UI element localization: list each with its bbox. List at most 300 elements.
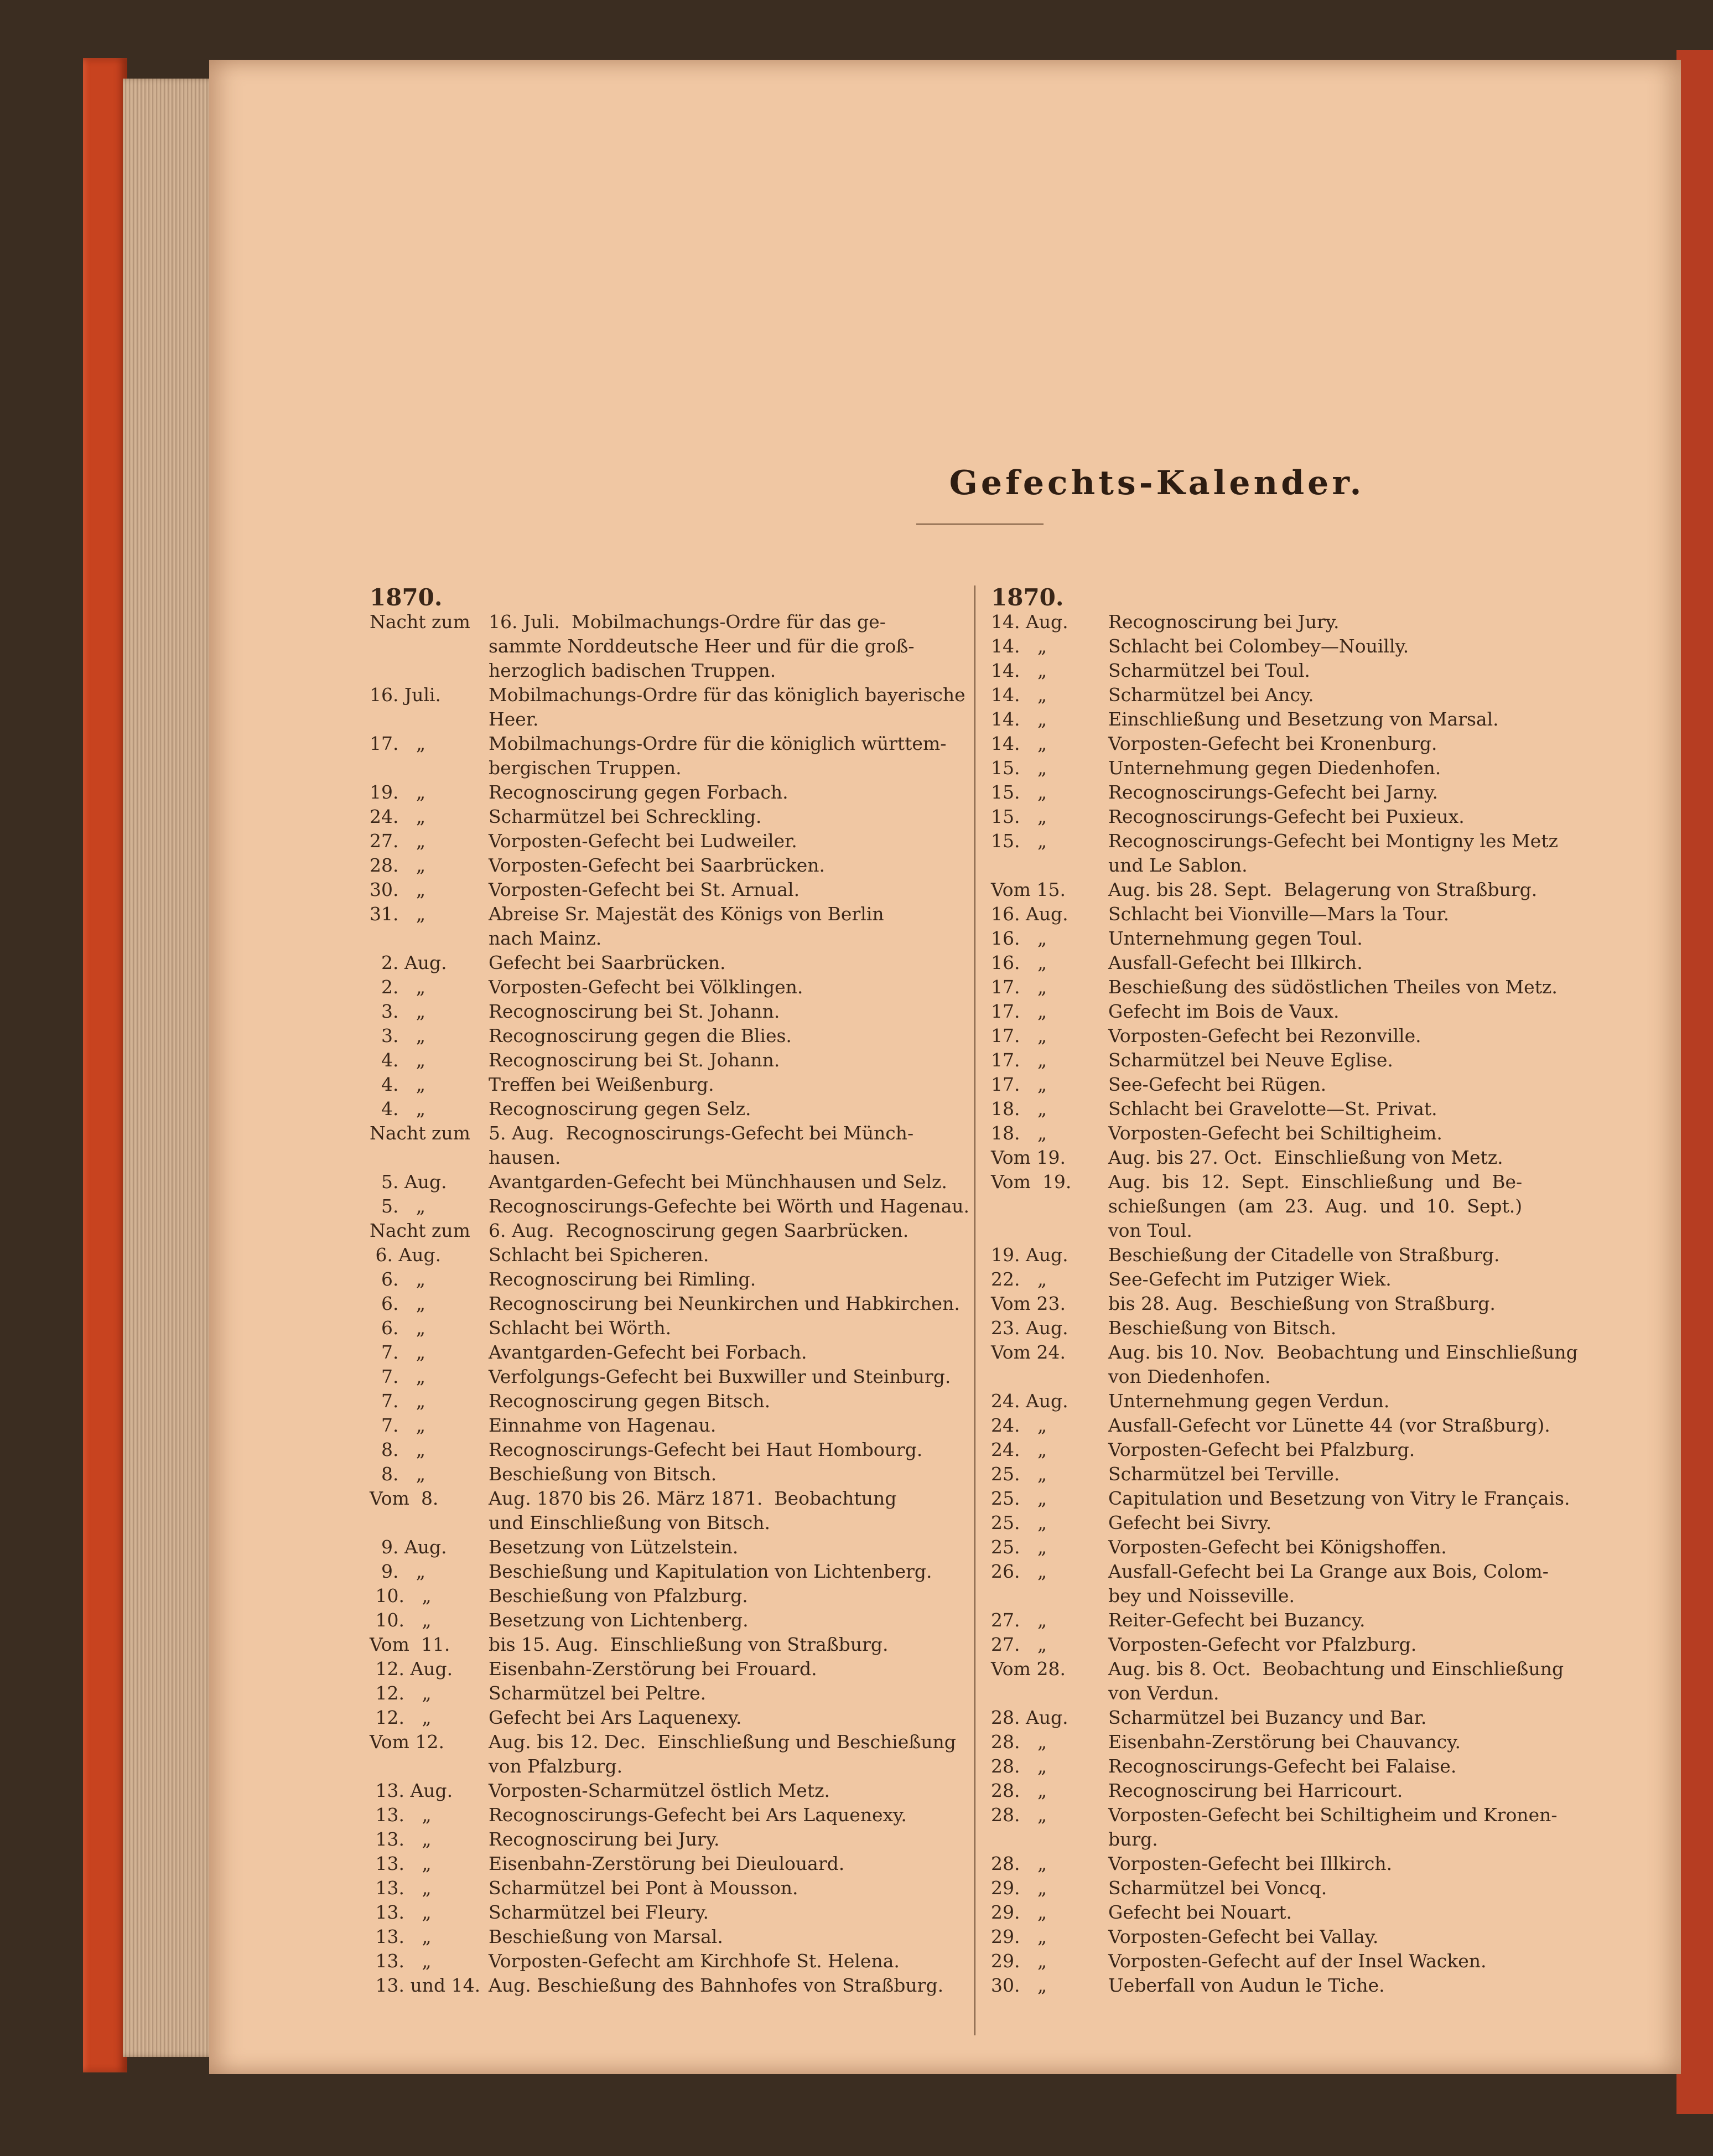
entry-text: Aug. bis 8. Oct. Beobachtung und Einschließung: [1108, 1658, 1564, 1680]
entry-text: von Verdun.: [1108, 1682, 1219, 1704]
calendar-entry-line: [991, 1754, 1627, 1779]
entry-date: Nacht zum: [370, 1122, 470, 1144]
calendar-entry-line: [991, 1413, 1627, 1438]
entry-text: herzoglich badischen Truppen.: [489, 660, 776, 681]
calendar-entry-line: [991, 1194, 1627, 1219]
entry-date: [991, 1827, 1108, 1852]
entry-date: 13. „: [370, 1950, 432, 1972]
calendar-entry-line: [370, 1365, 956, 1389]
entry-text: Unternehmung gegen Toul.: [1108, 927, 1363, 949]
entry-text: bey und Noisseville.: [1108, 1585, 1295, 1606]
calendar-entry-line: [370, 756, 956, 780]
page-edges: [123, 79, 217, 2057]
entry-date: 28. „: [991, 1755, 1047, 1777]
entry-text: Recognoscirung gegen Selz.: [489, 1098, 751, 1120]
calendar-entry-line: [991, 1973, 1627, 1998]
calendar-entry-line: [370, 780, 956, 805]
calendar-entry-line: [370, 1219, 956, 1243]
entry-text: Recognoscirungs-Gefecht bei Ars Laquenexy.: [489, 1804, 907, 1826]
entry-text: und Einschließung von Bitsch.: [489, 1512, 770, 1533]
entry-text: Recognoscirungs-Gefecht bei Jarny.: [1108, 781, 1438, 803]
calendar-entry-line: [370, 1292, 960, 1316]
entry-date: Vom 19.: [991, 1171, 1072, 1193]
entry-text: Aug. Beschießung des Bahnhofes von Straßburg.: [489, 1974, 944, 1996]
book-page: [209, 60, 1681, 2074]
calendar-entry-line: [991, 902, 1627, 926]
entry-text: Aug. bis 10. Nov. Beobachtung und Einschließung: [1108, 1341, 1578, 1363]
entry-text: Beschießung des südöstlichen Theiles von Metz.: [1108, 976, 1558, 998]
entry-date: 24. „: [991, 1414, 1047, 1436]
calendar-entry-line: [991, 634, 1627, 659]
entry-text: 16. Juli. Mobilmachungs-Ordre für das ge-: [489, 611, 886, 633]
entry-date: 19. Aug.: [991, 1244, 1068, 1266]
entry-date: 7. „: [370, 1366, 426, 1387]
entry-text: 5. Aug. Recognoscirungs-Gefecht bei Münch-: [489, 1122, 914, 1144]
entry-text: und Le Sablon.: [1108, 854, 1248, 876]
calendar-entry-line: [370, 951, 956, 975]
entry-text: Eisenbahn-Zerstörung bei Chauvancy.: [1108, 1731, 1461, 1753]
entry-text: Schlacht bei Colombey—Nouilly.: [1108, 635, 1409, 657]
entry-date: 18. „: [991, 1098, 1047, 1120]
calendar-entry-line: [991, 1900, 1627, 1925]
calendar-entry-line: [370, 707, 956, 732]
entry-text: Recognoscirungs-Gefecht bei Falaise.: [1108, 1755, 1457, 1777]
calendar-entry-line: [991, 1170, 1627, 1194]
entry-text: Vorposten-Gefecht bei St. Arnual.: [489, 879, 800, 900]
entry-date: 4. „: [370, 1098, 426, 1120]
calendar-entry-line: [370, 1657, 956, 1681]
entry-date: 7. „: [370, 1390, 426, 1412]
entry-text: Beschießung und Kapitulation von Lichtenberg.: [489, 1561, 932, 1582]
entry-date: 6. Aug.: [370, 1244, 442, 1266]
entry-text: Aug. bis 28. Sept. Belagerung von Straßburg.: [1108, 879, 1538, 900]
calendar-entry-line: [991, 1706, 1627, 1730]
entry-date: 4. „: [370, 1049, 426, 1071]
entry-text: Recognoscirungs-Gefecht bei Puxieux.: [1108, 806, 1465, 827]
entry-date: 2. „: [370, 976, 426, 998]
calendar-entry-line: [991, 1584, 1627, 1608]
calendar-entry-line: [370, 1316, 956, 1340]
entry-date: [370, 926, 489, 951]
calendar-entry-line: [991, 756, 1627, 780]
calendar-entry-line: [370, 1559, 956, 1584]
calendar-entry-line: [991, 1730, 1627, 1754]
calendar-entry-line: [991, 1559, 1627, 1584]
calendar-entry-line: [991, 1462, 1627, 1486]
entry-date: 15. „: [991, 757, 1047, 779]
entry-date: 10. „: [370, 1609, 432, 1631]
entry-date: 28. „: [991, 1731, 1047, 1753]
entry-date: 13. Aug.: [370, 1780, 453, 1801]
entry-text: burg.: [1108, 1828, 1158, 1850]
entry-date: 16. Juli.: [370, 684, 442, 706]
entry-text: Gefecht bei Ars Laquenexy.: [489, 1707, 742, 1728]
book-cover-spine: [83, 58, 127, 2072]
right-year: 1870.: [991, 584, 1064, 611]
entry-date: 5. „: [370, 1195, 426, 1217]
entry-date: 14. „: [991, 684, 1047, 706]
entry-text: Ausfall-Gefecht bei Illkirch.: [1108, 952, 1363, 973]
entry-text: Recognoscirung bei St. Johann.: [489, 1049, 780, 1071]
entry-text: Recognoscirung gegen die Blies.: [489, 1025, 792, 1046]
calendar-entry-line: [370, 1097, 956, 1121]
calendar-entry-line: [991, 1511, 1627, 1535]
entry-text: Vorposten-Gefecht bei Königshoffen.: [1108, 1536, 1447, 1558]
calendar-entry-line: [991, 1657, 1627, 1681]
entry-date: 3. „: [370, 1025, 426, 1046]
entry-date: 13. „: [370, 1877, 432, 1899]
entry-text: Schlacht bei Vionville—Mars la Tour.: [1108, 903, 1450, 925]
entry-text: 6. Aug. Recognoscirung gegen Saarbrücken.: [489, 1220, 909, 1241]
entry-text: Vorposten-Gefecht bei Ludweiler.: [489, 830, 797, 852]
entry-text: Scharmützel bei Terville.: [1108, 1463, 1340, 1485]
calendar-entry-line: [991, 1292, 1627, 1316]
entry-date: [370, 707, 489, 732]
calendar-entry-line: [991, 1486, 1627, 1511]
calendar-entry-line: [370, 902, 956, 926]
entry-text: Vorposten-Gefecht bei Schiltigheim.: [1108, 1122, 1442, 1144]
entry-date: 17. „: [991, 1001, 1047, 1022]
entry-date: 27. „: [370, 830, 426, 852]
entry-text: Recognoscirungs-Gefecht bei Montigny les Metz: [1108, 830, 1558, 852]
entry-date: 7. „: [370, 1341, 426, 1363]
calendar-entry-line: [370, 1973, 956, 1998]
calendar-entry-line: [991, 975, 1627, 999]
entry-date: 27. „: [991, 1609, 1047, 1631]
entry-text: Besetzung von Lützelstein.: [489, 1536, 739, 1558]
calendar-entry-line: [991, 878, 1627, 902]
calendar-entry-line: [370, 1170, 956, 1194]
calendar-entry-line: [991, 1389, 1627, 1413]
entry-text: Ausfall-Gefecht vor Lünette 44 (vor Straßburg).: [1108, 1414, 1550, 1436]
calendar-entry-line: [370, 1024, 956, 1048]
entry-text: Beschießung von Marsal.: [489, 1926, 723, 1947]
entry-date: [991, 1681, 1108, 1706]
entry-text: von Toul.: [1108, 1220, 1192, 1241]
calendar-entry-line: [370, 1949, 956, 1973]
calendar-entry-line: [991, 683, 1627, 707]
entry-date: 18. „: [991, 1122, 1047, 1144]
calendar-entry-line: [991, 1146, 1627, 1170]
calendar-entry-line: [370, 878, 956, 902]
entry-text: Gefecht bei Saarbrücken.: [489, 952, 726, 973]
entry-date: Vom 11.: [370, 1634, 450, 1655]
entry-date: 17. „: [991, 976, 1047, 998]
entry-text: Aug. bis 27. Oct. Einschließung von Metz.: [1108, 1147, 1503, 1168]
calendar-entry-line: [370, 1632, 956, 1657]
entry-text: Vorposten-Gefecht vor Pfalzburg.: [1108, 1634, 1417, 1655]
entry-date: 14. „: [991, 660, 1047, 681]
entry-date: 24. „: [991, 1439, 1047, 1460]
entry-text: bis 28. Aug. Beschießung von Straßburg.: [1108, 1293, 1496, 1314]
entry-date: 28. „: [370, 854, 426, 876]
entry-text: Recognoscirung gegen Forbach.: [489, 781, 788, 803]
calendar-entry-line: [370, 853, 956, 878]
entry-text: See-Gefecht bei Rügen.: [1108, 1074, 1327, 1095]
entry-date: 6. „: [370, 1268, 426, 1290]
entry-text: Recognoscirung bei Harricourt.: [1108, 1780, 1403, 1801]
calendar-entry-line: [370, 1584, 956, 1608]
entry-text: Abreise Sr. Majestät des Königs von Berlin: [489, 903, 884, 925]
calendar-entry-line: [991, 926, 1627, 951]
entry-text: Vorposten-Gefecht bei Schiltigheim und Kronen-: [1108, 1804, 1558, 1826]
entry-date: 29. „: [991, 1877, 1047, 1899]
entry-text: Aug. 1870 bis 26. März 1871. Beobachtung: [489, 1488, 897, 1509]
calendar-entry-line: [991, 805, 1627, 829]
column-divider: [974, 585, 975, 2035]
entry-date: [991, 853, 1108, 878]
calendar-entry-line: [991, 1121, 1627, 1146]
calendar-entry-line: [370, 1706, 956, 1730]
entry-text: Recognoscirung bei Rimling.: [489, 1268, 756, 1290]
entry-text: Capitulation und Besetzung von Vitry le Français.: [1108, 1488, 1570, 1509]
calendar-entry-line: [370, 999, 956, 1024]
calendar-entry-line: [991, 1219, 1627, 1243]
calendar-entry-line: [370, 805, 956, 829]
calendar-entry-line: [370, 1803, 956, 1827]
entry-date: 7. „: [370, 1414, 426, 1436]
entry-text: Eisenbahn-Zerstörung bei Dieulouard.: [489, 1853, 845, 1874]
entry-text: Schlacht bei Gravelotte—St. Privat.: [1108, 1098, 1437, 1120]
title-rule: [916, 524, 1044, 525]
entry-date: Vom 15.: [991, 879, 1066, 900]
left-column: [370, 584, 970, 1998]
entry-date: 12. „: [370, 1707, 432, 1728]
entry-date: 16. Aug.: [991, 903, 1068, 925]
calendar-entry-line: [991, 1365, 1627, 1389]
entry-text: nach Mainz.: [489, 927, 602, 949]
calendar-entry-line: [991, 707, 1627, 732]
page-title: Gefechts-Kalender.: [949, 464, 1365, 502]
entry-text: Scharmützel bei Pont à Mousson.: [489, 1877, 798, 1899]
entry-date: 14. „: [991, 733, 1047, 754]
entry-text: Schlacht bei Spicheren.: [489, 1244, 709, 1266]
entry-text: Vorposten-Gefecht am Kirchhofe St. Helena.: [489, 1950, 900, 1972]
calendar-entry-line: [370, 1462, 956, 1486]
calendar-entry-line: [370, 1438, 956, 1462]
entry-text: Besetzung von Lichtenberg.: [489, 1609, 749, 1631]
entry-text: Scharmützel bei Neuve Eglise.: [1108, 1049, 1393, 1071]
entry-text: See-Gefecht im Putziger Wiek.: [1108, 1268, 1392, 1290]
entry-text: Scharmützel bei Schreckling.: [489, 806, 762, 827]
calendar-entry-line: [991, 1316, 1627, 1340]
entry-date: 16. „: [991, 927, 1047, 949]
entry-date: 19. „: [370, 781, 426, 803]
entry-date: 13. „: [370, 1853, 432, 1874]
calendar-entry-line: [370, 1754, 956, 1779]
entry-date: 26. „: [991, 1561, 1047, 1582]
calendar-entry-line: [370, 683, 965, 707]
calendar-entry-line: [370, 659, 956, 683]
entry-date: 6. „: [370, 1293, 426, 1314]
entry-text: Recognoscirungs-Gefechte bei Wörth und Hagenau.: [489, 1195, 970, 1217]
entry-date: 13. „: [370, 1926, 432, 1947]
calendar-entry-line: [370, 732, 956, 756]
calendar-entry-line: [370, 634, 956, 659]
calendar-entry-line: [370, 1511, 956, 1535]
calendar-entry-line: [370, 1730, 956, 1754]
entry-text: Mobilmachungs-Ordre für das königlich bayerische: [489, 684, 965, 706]
calendar-entry-line: [370, 1048, 956, 1072]
calendar-entry-line: [991, 1535, 1627, 1559]
calendar-entry-line: [991, 1876, 1627, 1900]
entry-date: [991, 1365, 1108, 1389]
calendar-entry-line: [991, 1024, 1627, 1048]
entry-text: Recognoscirungs-Gefecht bei Haut Hombourg.: [489, 1439, 923, 1460]
calendar-entry-line: [370, 1535, 956, 1559]
entry-text: Vorposten-Scharmützel östlich Metz.: [489, 1780, 830, 1801]
entry-text: Avantgarden-Gefecht bei Münchhausen und Selz.: [489, 1171, 947, 1193]
calendar-entry-line: [370, 1389, 956, 1413]
entry-date: [370, 756, 489, 780]
entry-date: Vom 23.: [991, 1293, 1066, 1314]
calendar-entry-line: [991, 1340, 1627, 1365]
entry-text: Unternehmung gegen Verdun.: [1108, 1390, 1390, 1412]
entry-text: Vorposten-Gefecht bei Vallay.: [1108, 1926, 1379, 1947]
entry-text: Verfolgungs-Gefecht bei Buxwiller und Steinburg.: [489, 1366, 951, 1387]
entry-text: Recognoscirung bei St. Johann.: [489, 1001, 780, 1022]
entry-date: [370, 634, 489, 659]
entry-date: Vom 12.: [370, 1731, 444, 1753]
calendar-entry-line: [370, 1925, 956, 1949]
entry-text: Recognoscirung bei Neunkirchen und Habkirchen.: [489, 1293, 960, 1314]
entry-date: Nacht zum: [370, 1220, 470, 1241]
entry-text: sammte Norddeutsche Heer und für die groß-: [489, 635, 915, 657]
entry-text: Vorposten-Gefecht bei Pfalzburg.: [1108, 1439, 1415, 1460]
entry-text: Scharmützel bei Ancy.: [1108, 684, 1314, 706]
entry-text: Schlacht bei Wörth.: [489, 1317, 672, 1339]
calendar-entry-line: [370, 1121, 956, 1146]
entry-date: 17. „: [370, 733, 426, 754]
entry-text: Scharmützel bei Fleury.: [489, 1901, 709, 1923]
calendar-entry-line: [991, 1803, 1627, 1827]
calendar-entry-line: [991, 1681, 1627, 1706]
entry-text: Gefecht im Bois de Vaux.: [1108, 1001, 1340, 1022]
entry-date: 13. „: [370, 1901, 432, 1923]
entry-date: 25. „: [991, 1463, 1047, 1485]
entry-text: Beschießung von Pfalzburg.: [489, 1585, 748, 1606]
entry-date: 17. „: [991, 1025, 1047, 1046]
entry-date: 13. „: [370, 1828, 432, 1850]
entry-date: 3. „: [370, 1001, 426, 1022]
entry-date: 22. „: [991, 1268, 1047, 1290]
entry-date: 24. Aug.: [991, 1390, 1068, 1412]
entry-date: 23. Aug.: [991, 1317, 1068, 1339]
calendar-entry-line: [370, 829, 956, 853]
entry-date: 14. „: [991, 708, 1047, 730]
entry-text: Vorposten-Gefecht bei Rezonville.: [1108, 1025, 1421, 1046]
entry-date: [991, 1219, 1108, 1243]
entry-date: 5. Aug.: [370, 1171, 447, 1193]
calendar-entry-line: [370, 1486, 956, 1511]
entry-text: Eisenbahn-Zerstörung bei Frouard.: [489, 1658, 817, 1680]
calendar-entry-line: [370, 1779, 956, 1803]
entry-date: 28. „: [991, 1853, 1047, 1874]
entry-text: Vorposten-Gefecht bei Illkirch.: [1108, 1853, 1393, 1874]
entry-date: Vom 24.: [991, 1341, 1066, 1363]
calendar-entry-line: [370, 1827, 956, 1852]
entry-date: Nacht zum: [370, 611, 470, 633]
calendar-entry-line: [370, 1413, 956, 1438]
entry-date: 25. „: [991, 1536, 1047, 1558]
entry-text: Treffen bei Weißenburg.: [489, 1074, 714, 1095]
entry-date: 30. „: [370, 879, 426, 900]
entry-text: Beschießung der Citadelle von Straßburg.: [1108, 1244, 1500, 1266]
calendar-entry-line: [991, 1097, 1627, 1121]
entry-date: 27. „: [991, 1634, 1047, 1655]
entry-date: 15. „: [991, 806, 1047, 827]
book-cover-right: [1676, 50, 1713, 2114]
entry-text: Recognoscirung bei Jury.: [1108, 611, 1340, 633]
entry-date: Vom 8.: [370, 1488, 439, 1509]
entry-date: [370, 1146, 489, 1170]
calendar-entry-line: [991, 732, 1627, 756]
entry-date: 14. „: [991, 635, 1047, 657]
entry-date: [370, 1511, 489, 1535]
calendar-entry-line: [370, 926, 956, 951]
entry-text: Reiter-Gefecht bei Buzancy.: [1108, 1609, 1366, 1631]
calendar-entry-line: [991, 1438, 1627, 1462]
entry-text: bergischen Truppen.: [489, 757, 682, 779]
entry-text: Mobilmachungs-Ordre für die königlich württem-: [489, 733, 947, 754]
entry-date: 8. „: [370, 1463, 426, 1485]
calendar-entry-line: [370, 1194, 970, 1219]
entry-date: 17. „: [991, 1049, 1047, 1071]
calendar-entry-line: [370, 1146, 956, 1170]
entry-text: Recognoscirung gegen Bitsch.: [489, 1390, 771, 1412]
entry-text: Gefecht bei Nouart.: [1108, 1901, 1292, 1923]
entry-date: 29. „: [991, 1901, 1047, 1923]
entry-date: 17. „: [991, 1074, 1047, 1095]
calendar-entry-line: [991, 1072, 1627, 1097]
entry-date: 8. „: [370, 1439, 426, 1460]
entry-text: von Pfalzburg.: [489, 1755, 623, 1777]
entry-date: 28. „: [991, 1804, 1047, 1826]
entry-text: von Diedenhofen.: [1108, 1366, 1271, 1387]
calendar-entry-line: [991, 1852, 1627, 1876]
entry-date: 31. „: [370, 903, 426, 925]
entry-text: Vorposten-Gefecht auf der Insel Wacken.: [1108, 1950, 1487, 1972]
calendar-entry-line: [370, 1900, 956, 1925]
calendar-entry-line: [991, 829, 1627, 853]
entry-text: bis 15. Aug. Einschließung von Straßburg.: [489, 1634, 889, 1655]
entry-text: Scharmützel bei Toul.: [1108, 660, 1310, 681]
entry-text: Heer.: [489, 708, 539, 730]
entry-text: Vorposten-Gefecht bei Kronenburg.: [1108, 733, 1437, 754]
calendar-entry-line: [370, 1681, 956, 1706]
entry-text: Beschießung von Bitsch.: [1108, 1317, 1337, 1339]
entry-date: [370, 659, 489, 683]
entry-text: Aug. bis 12. Sept. Einschließung und Be-: [1108, 1171, 1523, 1193]
entry-text: Scharmützel bei Peltre.: [489, 1682, 707, 1704]
calendar-entry-line: [370, 1243, 956, 1267]
calendar-entry-line: [991, 1267, 1627, 1292]
entry-text: Vorposten-Gefecht bei Saarbrücken.: [489, 854, 826, 876]
calendar-entry-line: [991, 1949, 1627, 1973]
entry-text: schießungen (am 23. Aug. und 10. Sept.): [1108, 1195, 1523, 1217]
entry-date: 15. „: [991, 781, 1047, 803]
calendar-entry-line: [370, 1072, 956, 1097]
entry-text: Unternehmung gegen Diedenhofen.: [1108, 757, 1441, 779]
entry-date: [370, 1754, 489, 1779]
calendar-entry-line: [991, 1048, 1627, 1072]
calendar-entry-line: [991, 1827, 1627, 1852]
entry-date: 14. Aug.: [991, 611, 1068, 633]
entry-date: 29. „: [991, 1926, 1047, 1947]
calendar-entry-line: [370, 1267, 956, 1292]
calendar-entry-line: [370, 1608, 956, 1632]
entry-date: 28. „: [991, 1780, 1047, 1801]
